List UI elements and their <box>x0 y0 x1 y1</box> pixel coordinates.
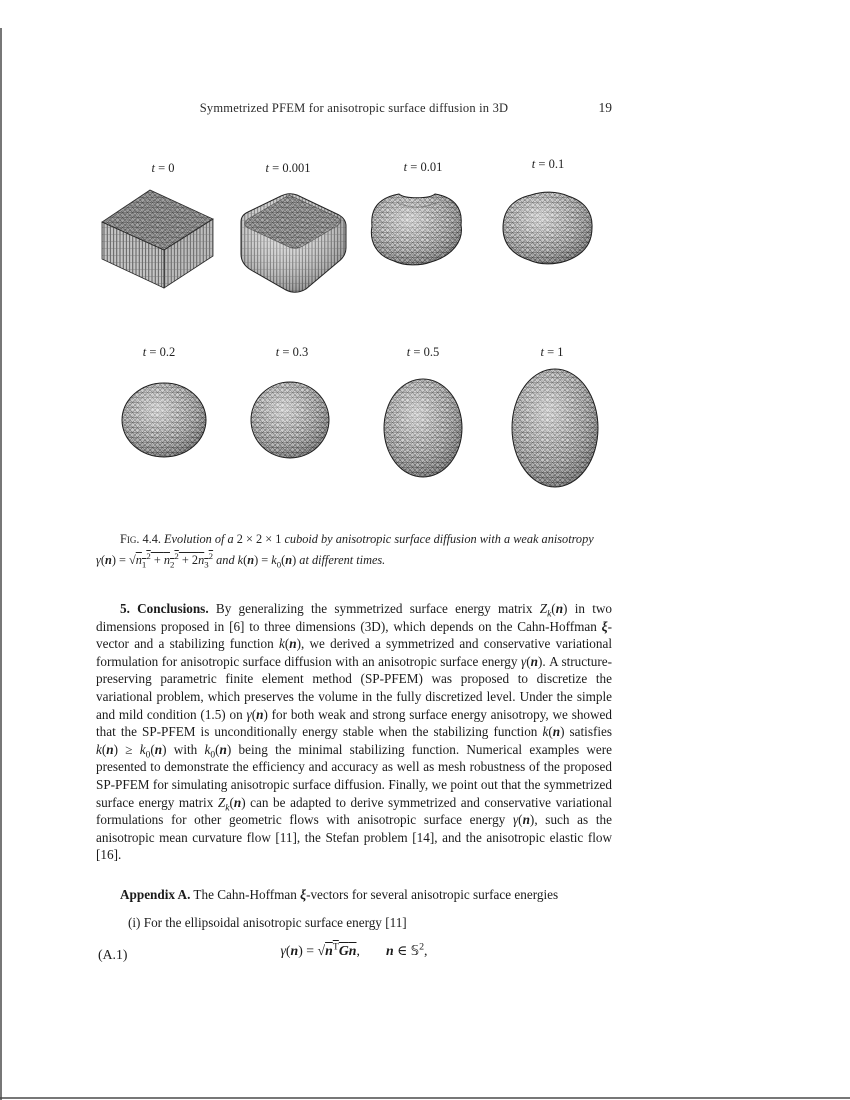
panel-label-t1: t = 1 <box>540 345 564 359</box>
figure-caption-line1: Fig. 4.4. Evolution of a 2 × 2 × 1 cuboid by anisotropic surface diffusion with a weak anisotropy <box>120 532 594 546</box>
figure-caption-line2: $\gamma(n) = √n_1^2 + n_2^2 + 2n_3^2$ and $k(n) = k_0(n)$ at different times. <box>96 550 386 570</box>
pillow-mesh-t001 <box>371 194 461 265</box>
panel-label-t001: t = 0.01 <box>403 160 443 174</box>
sphere-mesh-t02 <box>122 383 206 457</box>
ellipsoid-mesh-t1 <box>512 369 598 487</box>
figure-4-4-panels-svg <box>0 150 850 500</box>
panel-label-t05: t = 0.5 <box>406 345 440 359</box>
panel-label-t0001: t = 0.001 <box>265 161 311 175</box>
rounded-blob-mesh-t01 <box>503 192 592 264</box>
page-number: 19 <box>598 100 612 115</box>
panel-label-t03: t = 0.3 <box>275 345 309 359</box>
sphere-mesh-t03 <box>251 382 329 458</box>
conclusions-paragraph: 5. Conclusions. By generalizing the symmetrized surface energy matrix $Z_k(n)$ in two dimensions proposed in [6] to three dimensions (3D), which depends on the Cahn-Hoffman ξ-vector and a stabilizing function k(n), we derived a symmetrized and conservative variational formulation for anisotropic surface diffusion with an anisotropic surface energy γ(n). A structure-preserving parametric finite element method (SP-PFEM) was proposed to discretize the variational problem, which preserves the volume in the fully discretized level. Under the simple and mild condition (1.5) on γ(n) for both weak and strong surface energy anisotropy, we showed that the SP-PFEM is unconditionally energy stable when the stabilizing function k(n) satisfies $k(n) \ge k_0(n)$ with $k_0(n)$ being the minimal stabilizing function. Numerical examples were presented to demonstrate the efficiency and accuracy as well as mesh robustness of the proposed SP-PFEM for simulating anisotropic surface diffusion. Finally, we point out that the symmetrized surface energy matrix $Z_k(n)$ can be adapted to derive symmetrized and conservative variational formulations for other geometric flows with anisotropic surface energy γ(n), such as the anisotropic mean curvature flow [11], the Stefan problem [14], and the anisotropic elastic flow [16]. <box>96 601 613 863</box>
running-title: Symmetrized PFEM for anisotropic surface diffusion in 3D <box>199 101 509 115</box>
figure-4-4 <box>0 150 850 500</box>
figure-caption <box>96 529 616 571</box>
panel-label-t01: t = 0.1 <box>531 157 565 171</box>
sphere-mesh-t05 <box>384 379 462 477</box>
panel-label-t02: t = 0.2 <box>142 345 176 359</box>
equation-a1 <box>96 941 612 962</box>
scan-bottom-edge <box>0 1097 850 1099</box>
running-head <box>96 101 612 116</box>
equation-a1-tag: (A.1) <box>98 947 128 962</box>
appendix-heading: Appendix A. The Cahn-Hoffman ξ-vectors for several anisotropic surface energies <box>120 887 559 902</box>
appendix-item-i: (i) For the ellipsoidal anisotropic surface energy [11] <box>128 915 407 930</box>
equation-a1-formula: $\gamma(n) = √n^TGn$, n ∈ 𝕊$^2$, <box>280 941 428 959</box>
rounded-cuboid-mesh-t0001 <box>241 194 346 293</box>
cuboid-mesh-t0 <box>102 190 213 288</box>
panel-label-t0: t = 0 <box>151 161 175 175</box>
